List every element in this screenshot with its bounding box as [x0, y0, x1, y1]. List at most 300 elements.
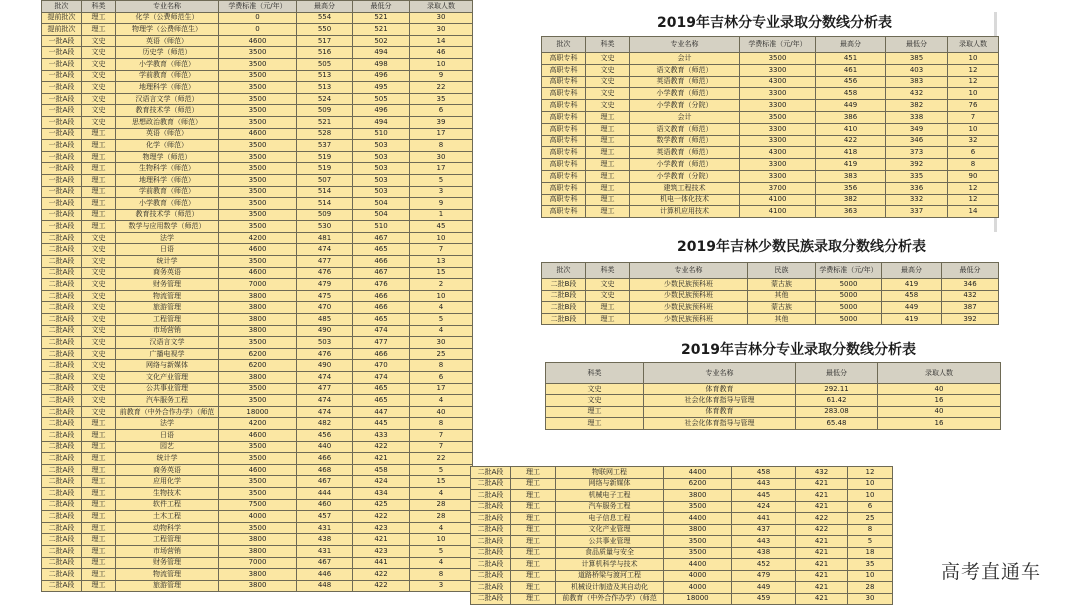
table-cell: 社会化体育指导与管理 — [644, 418, 796, 429]
table-cell: 477 — [297, 383, 353, 395]
table-cell: 422 — [353, 569, 410, 581]
table-cell: 15 — [410, 267, 473, 279]
table-cell: 5000 — [816, 302, 882, 314]
table-cell: 10 — [948, 88, 999, 100]
table-cell: 443 — [732, 536, 796, 548]
table-cell: 文史 — [82, 267, 116, 279]
table-cell: 4000 — [664, 570, 732, 582]
table-cell: 4 — [410, 302, 473, 314]
table-cell: 528 — [297, 128, 353, 140]
table-cell: 422 — [796, 513, 848, 525]
table-cell: 英语（师范） — [116, 35, 219, 47]
table-cell: 503 — [353, 163, 410, 175]
table-cell: 421 — [796, 582, 848, 594]
table-row — [471, 593, 893, 605]
table-cell: 二批A段 — [42, 429, 82, 441]
table-cell: 二批A段 — [42, 372, 82, 384]
table-cell: 文史 — [586, 100, 630, 112]
column-header: 专业名称 — [630, 263, 748, 279]
table-cell: 3500 — [219, 163, 297, 175]
table-cell: 35 — [848, 559, 893, 571]
table-cell: 3500 — [219, 476, 297, 488]
table-cell: 3 — [410, 580, 473, 592]
table-cell: 二批A段 — [471, 570, 511, 582]
table-cell: 466 — [353, 256, 410, 268]
table-row — [42, 35, 473, 47]
table-cell: 457 — [297, 511, 353, 523]
table-cell: 7000 — [219, 557, 297, 569]
table-cell: 一批A段 — [42, 58, 82, 70]
table-cell: 2 — [410, 279, 473, 291]
table-cell: 458 — [732, 467, 796, 479]
table-cell: 文史 — [82, 348, 116, 360]
table-cell: 30 — [410, 151, 473, 163]
table-cell: 459 — [732, 593, 796, 605]
table-cell: 5 — [410, 314, 473, 326]
table-cell: 3500 — [664, 536, 732, 548]
table-cell: 4400 — [664, 559, 732, 571]
table-cell: 30 — [410, 12, 473, 24]
column-header: 最高分 — [816, 37, 886, 53]
table-cell: 510 — [353, 128, 410, 140]
table-cell: 法学 — [116, 232, 219, 244]
table-cell: 479 — [732, 570, 796, 582]
table-cell: 465 — [353, 314, 410, 326]
column-header: 批次 — [542, 263, 586, 279]
table-cell: 465 — [353, 395, 410, 407]
table-cell: 30 — [410, 24, 473, 36]
table-cell: 文史 — [82, 35, 116, 47]
table-cell: 8 — [410, 418, 473, 430]
table-cell: 16 — [878, 395, 1001, 406]
table-cell: 519 — [297, 163, 353, 175]
table-cell: 475 — [297, 290, 353, 302]
table-row — [42, 569, 473, 581]
table-cell: 467 — [353, 267, 410, 279]
table-cell: 日语 — [116, 244, 219, 256]
table-cell: 3800 — [664, 524, 732, 536]
table-cell: 理工 — [586, 302, 630, 314]
table-cell: 460 — [297, 499, 353, 511]
table-cell: 一批A段 — [42, 221, 82, 233]
table-cell: 理工 — [511, 490, 556, 502]
table-cell: 521 — [297, 116, 353, 128]
table-cell: 4600 — [219, 244, 297, 256]
table-cell: 高职专科 — [542, 159, 586, 171]
table-cell: 507 — [297, 174, 353, 186]
table-cell: 文史 — [82, 70, 116, 82]
table-cell: 445 — [353, 418, 410, 430]
table-cell: 高职专科 — [542, 194, 586, 206]
table-cell: 419 — [816, 159, 886, 171]
vocational-admission-table — [541, 36, 999, 218]
table-cell: 理工 — [82, 464, 116, 476]
table-cell: 422 — [353, 580, 410, 592]
table-row — [471, 536, 893, 548]
table-cell: 28 — [848, 582, 893, 594]
table-cell: 382 — [886, 100, 948, 112]
table-cell: 理工 — [82, 198, 116, 210]
table-cell: 一批A段 — [42, 105, 82, 117]
table-cell: 421 — [796, 570, 848, 582]
table-cell: 61.42 — [796, 395, 878, 406]
table-cell: 理工 — [82, 209, 116, 221]
table-cell: 349 — [886, 123, 948, 135]
table-cell: 3800 — [219, 325, 297, 337]
table-cell: 421 — [796, 490, 848, 502]
table-cell: 18 — [848, 547, 893, 559]
table-cell: 二批A段 — [42, 267, 82, 279]
table-cell: 公共事业管理 — [556, 536, 664, 548]
table-row — [42, 325, 473, 337]
column-header: 学费标准（元/年） — [816, 263, 882, 279]
table-cell: 小学教育（分院） — [630, 170, 740, 182]
table-cell: 二批A段 — [42, 569, 82, 581]
table-cell: 403 — [886, 64, 948, 76]
table-cell: 3300 — [740, 159, 816, 171]
table-row — [42, 522, 473, 534]
table-cell: 3800 — [219, 290, 297, 302]
table-cell: 二批A段 — [42, 441, 82, 453]
table-cell: 356 — [816, 182, 886, 194]
table-cell: 503 — [353, 151, 410, 163]
table-cell: 465 — [353, 383, 410, 395]
table-cell: 474 — [297, 372, 353, 384]
table-cell: 10 — [948, 53, 999, 65]
table-cell: 提前批次 — [42, 12, 82, 24]
table-cell: 490 — [297, 325, 353, 337]
table-cell: 6200 — [664, 478, 732, 490]
table-cell: 15 — [410, 476, 473, 488]
table-cell: 4600 — [219, 35, 297, 47]
table-row — [42, 186, 473, 198]
table-cell: 统计学 — [116, 256, 219, 268]
table-cell: 蒙古族 — [748, 279, 816, 291]
table-cell: 理工 — [82, 12, 116, 24]
table-cell: 理工 — [586, 111, 630, 123]
table-cell: 文史 — [82, 372, 116, 384]
table-cell: 一批A段 — [42, 93, 82, 105]
table-cell: 490 — [297, 360, 353, 372]
table-row — [42, 105, 473, 117]
table-cell: 3500 — [219, 140, 297, 152]
table-cell: 文史 — [546, 395, 644, 406]
table-cell: 二批A段 — [42, 406, 82, 418]
table-cell: 数学与应用数学（师范） — [116, 221, 219, 233]
table-cell: 英语（师范） — [116, 128, 219, 140]
table-cell: 421 — [796, 593, 848, 605]
table-cell: 理工 — [511, 547, 556, 559]
table-cell: 3800 — [219, 580, 297, 592]
table-cell: 419 — [882, 313, 942, 325]
table-cell: 语文教育（师范） — [630, 123, 740, 135]
table-cell: 文史 — [82, 47, 116, 59]
table-cell: 会计 — [630, 53, 740, 65]
table-cell: 476 — [297, 267, 353, 279]
table-cell: 5000 — [816, 313, 882, 325]
table-cell: 文史 — [586, 76, 630, 88]
table-cell: 建筑工程技术 — [630, 182, 740, 194]
table-cell: 421 — [796, 478, 848, 490]
table-cell: 45 — [410, 221, 473, 233]
table-cell: 物流管理 — [116, 569, 219, 581]
table-cell: 3500 — [219, 93, 297, 105]
table-cell: 509 — [297, 105, 353, 117]
table-row — [546, 384, 1001, 395]
table-cell: 4400 — [664, 513, 732, 525]
table-cell: 90 — [948, 170, 999, 182]
table-row — [42, 453, 473, 465]
table-cell: 432 — [886, 88, 948, 100]
minority-admission-table — [541, 262, 999, 325]
table-cell: 4 — [410, 557, 473, 569]
table-cell: 物理学（公费师范生） — [116, 24, 219, 36]
table-cell: 高职专科 — [542, 206, 586, 218]
table-cell: 二批A段 — [471, 478, 511, 490]
table-cell: 3 — [410, 186, 473, 198]
table-row — [471, 467, 893, 479]
table-cell: 二批A段 — [471, 582, 511, 594]
table-cell: 一批A段 — [42, 82, 82, 94]
table-cell: 17 — [410, 128, 473, 140]
table-cell: 会计 — [630, 111, 740, 123]
table-cell: 496 — [353, 70, 410, 82]
table-cell: 466 — [353, 302, 410, 314]
table-cell: 449 — [882, 302, 942, 314]
table-cell: 0 — [219, 12, 297, 24]
table-cell: 32 — [948, 135, 999, 147]
table-cell: 教育技术学（师范） — [116, 105, 219, 117]
table-cell: 广播电视学 — [116, 348, 219, 360]
table-row — [542, 76, 999, 88]
table-cell: 10 — [410, 534, 473, 546]
table-cell: 二批A段 — [42, 395, 82, 407]
table-cell: 统计学 — [116, 453, 219, 465]
table-cell: 431 — [297, 522, 353, 534]
table-cell: 456 — [816, 76, 886, 88]
table-row — [42, 70, 473, 82]
table-row — [546, 395, 1001, 406]
table-cell: 4 — [410, 325, 473, 337]
table-cell: 4300 — [740, 76, 816, 88]
table-row — [42, 348, 473, 360]
table-cell: 10 — [410, 58, 473, 70]
table-cell: 文史 — [82, 325, 116, 337]
table-cell: 437 — [732, 524, 796, 536]
table-cell: 二批A段 — [42, 464, 82, 476]
table-cell: 理工 — [586, 194, 630, 206]
table-cell: 工程管理 — [116, 534, 219, 546]
table-cell: 474 — [353, 325, 410, 337]
table-cell: 432 — [942, 290, 999, 302]
table-cell: 470 — [353, 360, 410, 372]
table-cell: 高职专科 — [542, 76, 586, 88]
table-cell: 文史 — [82, 116, 116, 128]
table-cell: 517 — [297, 35, 353, 47]
table-cell: 441 — [353, 557, 410, 569]
table-cell: 3800 — [664, 490, 732, 502]
table-cell: 商务英语 — [116, 267, 219, 279]
table-cell: 25 — [410, 348, 473, 360]
table-cell: 3500 — [219, 453, 297, 465]
table-cell: 高职专科 — [542, 111, 586, 123]
table-cell: 22 — [410, 82, 473, 94]
table-cell: 一批A段 — [42, 186, 82, 198]
table-cell: 9 — [410, 198, 473, 210]
table-cell: 前教育（中外合作办学）（师范 — [116, 406, 219, 418]
table-cell: 二批A段 — [471, 536, 511, 548]
table-cell: 382 — [816, 194, 886, 206]
table-cell: 3300 — [740, 170, 816, 182]
table-cell: 421 — [796, 501, 848, 513]
table-row — [542, 194, 999, 206]
table-cell: 3500 — [219, 487, 297, 499]
table-cell: 教育技术学（师范） — [116, 209, 219, 221]
table-cell: 商务英语 — [116, 464, 219, 476]
table-cell: 文化产业管理 — [556, 524, 664, 536]
table-cell: 387 — [942, 302, 999, 314]
table-row — [42, 418, 473, 430]
table-cell: 计算机科学与技术 — [556, 559, 664, 571]
table-cell: 12 — [948, 182, 999, 194]
table-cell: 13 — [410, 256, 473, 268]
table-cell: 12 — [948, 76, 999, 88]
table-row — [542, 135, 999, 147]
table-cell: 465 — [353, 244, 410, 256]
table-cell: 历史学（师范） — [116, 47, 219, 59]
table-cell: 5000 — [816, 290, 882, 302]
table-cell: 448 — [297, 580, 353, 592]
table-cell: 3500 — [219, 105, 297, 117]
table-cell: 477 — [353, 337, 410, 349]
column-header: 批次 — [542, 37, 586, 53]
table-cell: 二批A段 — [42, 545, 82, 557]
table-cell: 理工 — [586, 123, 630, 135]
table-cell: 4600 — [219, 464, 297, 476]
table-cell: 35 — [410, 93, 473, 105]
table-cell: 文史 — [586, 88, 630, 100]
table-cell: 386 — [816, 111, 886, 123]
table-cell: 8 — [410, 569, 473, 581]
table-cell: 英语教育（师范） — [630, 76, 740, 88]
table-cell: 理工 — [586, 182, 630, 194]
table-row — [42, 267, 473, 279]
table-cell: 432 — [796, 467, 848, 479]
table-cell: 应用化学 — [116, 476, 219, 488]
table-cell: 二批A段 — [42, 244, 82, 256]
table-row — [42, 198, 473, 210]
table-cell: 理工 — [511, 513, 556, 525]
column-header: 批次 — [42, 1, 82, 13]
table-cell: 理工 — [511, 524, 556, 536]
table-row — [42, 406, 473, 418]
table-cell: 理工 — [82, 140, 116, 152]
column-header: 最低分 — [353, 1, 410, 13]
table-cell: 336 — [886, 182, 948, 194]
table-cell: 7500 — [219, 499, 297, 511]
table-cell: 二批B段 — [542, 279, 586, 291]
table-cell: 3500 — [664, 547, 732, 559]
table-cell: 530 — [297, 221, 353, 233]
table-cell: 二批A段 — [42, 580, 82, 592]
table-cell: 化学（师范） — [116, 140, 219, 152]
table-cell: 373 — [886, 147, 948, 159]
table-cell: 1 — [410, 209, 473, 221]
table-cell: 二批A段 — [471, 467, 511, 479]
table-cell: 理工 — [586, 147, 630, 159]
table-cell: 419 — [882, 279, 942, 291]
table-cell: 421 — [796, 559, 848, 571]
table-row — [42, 140, 473, 152]
table-cell: 一批A段 — [42, 163, 82, 175]
table-cell: 3500 — [219, 174, 297, 186]
table-cell: 理工 — [82, 453, 116, 465]
table-cell: 496 — [353, 105, 410, 117]
table-cell: 小学教育（师范） — [630, 159, 740, 171]
table-cell: 3500 — [219, 522, 297, 534]
table-cell: 516 — [297, 47, 353, 59]
table-cell: 一批A段 — [42, 35, 82, 47]
table-cell: 554 — [297, 12, 353, 24]
table-cell: 理工 — [82, 418, 116, 430]
table-cell: 474 — [297, 244, 353, 256]
table-cell: 二批A段 — [42, 499, 82, 511]
table-cell: 474 — [297, 395, 353, 407]
table-cell: 3800 — [219, 314, 297, 326]
table-cell: 计算机应用技术 — [630, 206, 740, 218]
table-cell: 283.08 — [796, 406, 878, 417]
table-row — [42, 464, 473, 476]
table-cell: 504 — [353, 198, 410, 210]
table-cell: 理工 — [511, 570, 556, 582]
column-header: 专业名称 — [116, 1, 219, 13]
table-cell: 汽车服务工程 — [556, 501, 664, 513]
table-cell: 4000 — [219, 511, 297, 523]
table-cell: 4 — [410, 395, 473, 407]
column-header: 专业名称 — [644, 363, 796, 384]
table-row — [42, 511, 473, 523]
table-row — [42, 534, 473, 546]
table-cell: 65.48 — [796, 418, 878, 429]
table3-title: 2019年吉林分专业录取分数线分析表 — [681, 342, 916, 358]
table-cell: 二批A段 — [42, 487, 82, 499]
table-cell: 485 — [297, 314, 353, 326]
table-row — [542, 290, 999, 302]
table-cell: 6 — [948, 147, 999, 159]
table-row — [542, 100, 999, 112]
table-cell: 503 — [353, 140, 410, 152]
table-cell: 482 — [297, 418, 353, 430]
table-cell: 高职专科 — [542, 53, 586, 65]
table-cell: 提前批次 — [42, 24, 82, 36]
table-cell: 449 — [816, 100, 886, 112]
table-cell: 理工 — [82, 580, 116, 592]
table-cell: 25 — [848, 513, 893, 525]
table-cell: 7 — [410, 244, 473, 256]
table-cell: 12 — [948, 64, 999, 76]
table-cell: 474 — [353, 372, 410, 384]
table-cell: 二批A段 — [42, 348, 82, 360]
table-cell: 3500 — [740, 111, 816, 123]
table-cell: 383 — [886, 76, 948, 88]
table-cell: 理工 — [82, 163, 116, 175]
table-row — [42, 302, 473, 314]
table-row — [42, 116, 473, 128]
table-cell: 410 — [816, 123, 886, 135]
table-cell: 7000 — [219, 279, 297, 291]
table-row — [42, 441, 473, 453]
table-cell: 文史 — [82, 383, 116, 395]
